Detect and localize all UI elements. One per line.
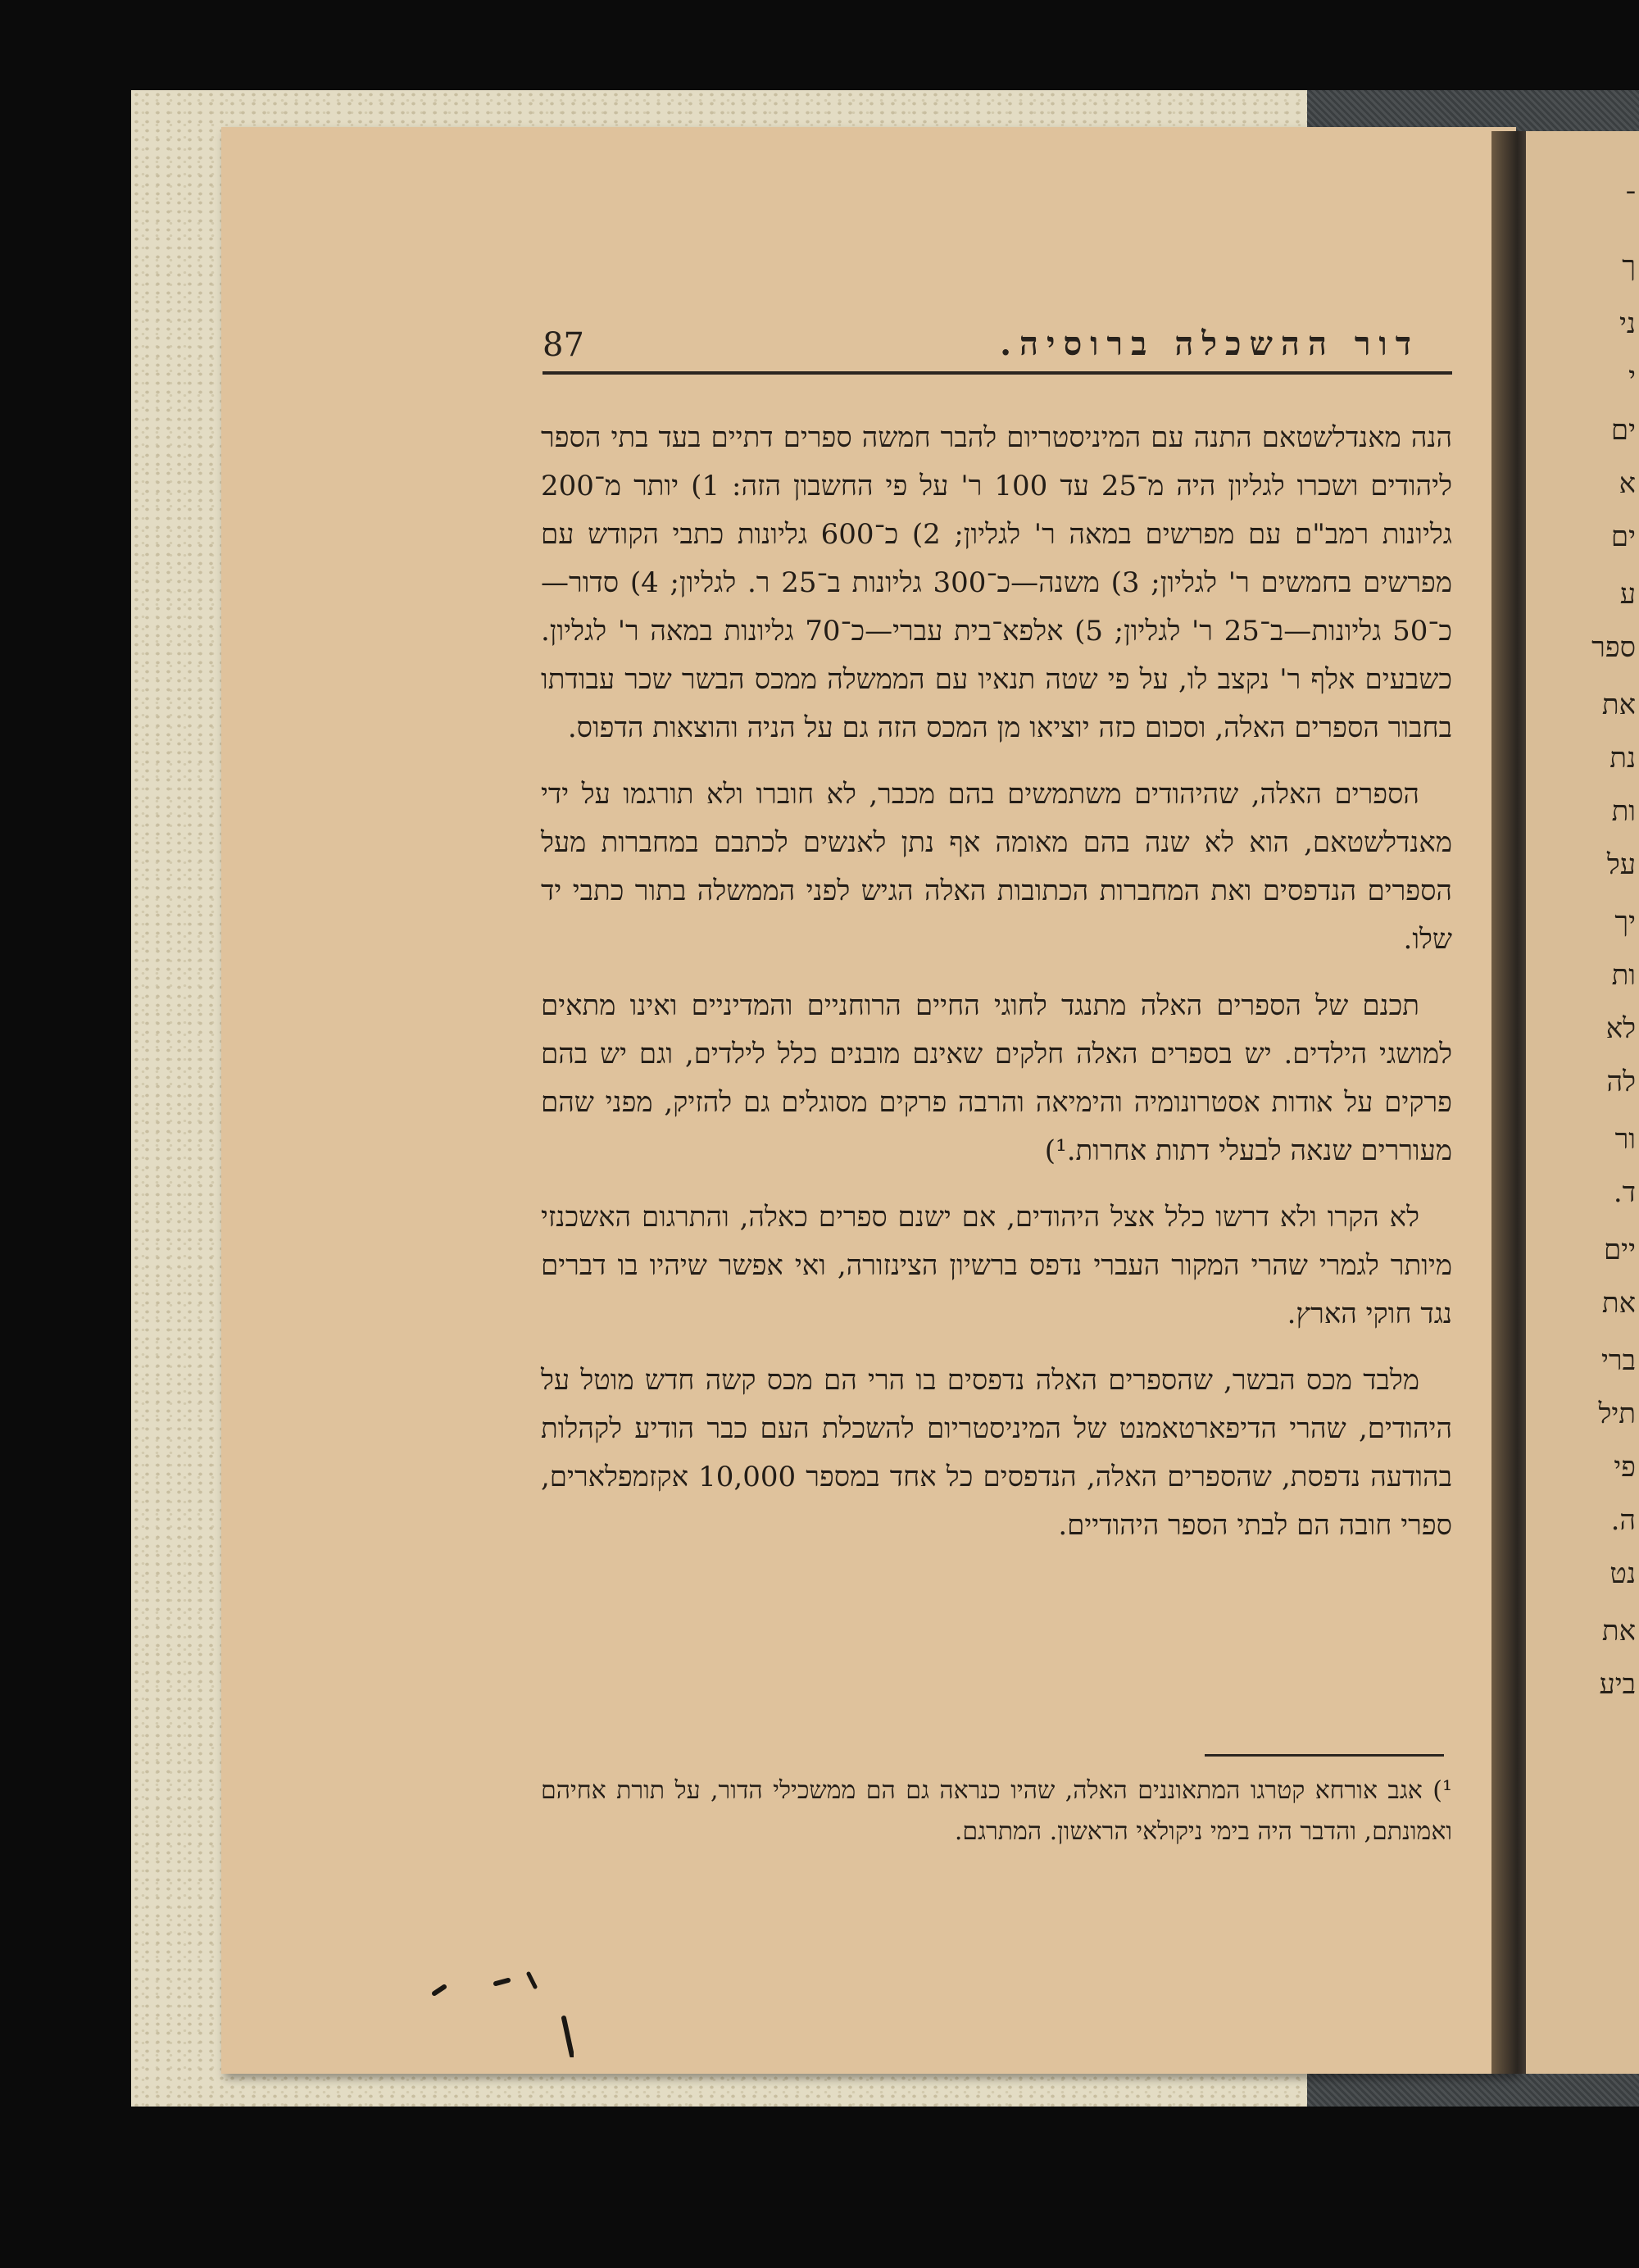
facing-fragment: ים bbox=[1610, 520, 1636, 553]
facing-fragment: ע bbox=[1619, 578, 1636, 611]
facing-fragment: ספר bbox=[1591, 631, 1636, 664]
facing-fragment: ביע bbox=[1599, 1668, 1636, 1701]
facing-fragment: ך bbox=[1622, 250, 1636, 283]
facing-fragment: ור bbox=[1614, 1123, 1636, 1156]
facing-fragment: יך bbox=[1614, 906, 1636, 939]
facing-fragment: א bbox=[1619, 467, 1636, 500]
page-header bbox=[543, 326, 1452, 375]
facing-fragment: ות bbox=[1611, 795, 1636, 828]
facing-fragment: פי bbox=[1614, 1451, 1636, 1484]
facing-fragment: תיל bbox=[1598, 1398, 1636, 1430]
facing-fragment: נט bbox=[1609, 1557, 1636, 1590]
facing-fragment: ים bbox=[1610, 414, 1636, 447]
paragraph: הספרים האלה, שהיהודים משתמשים בהם מכבר, לא חוברו ולא תורגמו על ידי מאנדלשטאם, הוא לא שנה בהם מאומה אף נתן לאנשים לכתבם במחברות מעל הספרים הנדפסים ואת המחברות הכתובות האלה הגיש לפני הממשלה בתור כתבי יד שלו. bbox=[541, 778, 1452, 956]
facing-fragment: נת bbox=[1609, 742, 1636, 775]
paragraph: תכנם של הספרים האלה מתנגד לחוגי החיים הרוחניים והמדיניים ואינו מתאים למושגי הילדים. יש בספרים האלה חלקים שאינם מובנים כלל לילדים, וגם יש בהם פרקים על אודות אסטרונומיה והימיאה והרבה פרקים מסוגלים גם להזיק, מפני שהם מעוררים שנאה לבעלי דתות אחרות.¹) bbox=[541, 989, 1452, 1167]
running-title: דור ההשכלה ברוסיה. bbox=[1000, 325, 1419, 363]
page-gutter bbox=[1491, 131, 1528, 2074]
footnote-divider bbox=[1205, 1754, 1444, 1757]
facing-fragment: ה. bbox=[1610, 1504, 1636, 1537]
facing-fragment: את bbox=[1601, 689, 1636, 721]
facing-fragment: ־ bbox=[1624, 184, 1636, 217]
facing-fragment: ד. bbox=[1613, 1176, 1636, 1209]
page-number: 87 bbox=[543, 326, 584, 364]
facing-fragment: י bbox=[1628, 361, 1636, 393]
facing-page bbox=[1526, 131, 1639, 2074]
page-body bbox=[541, 414, 1452, 1568]
facing-fragment: את bbox=[1601, 1287, 1636, 1320]
facing-fragment: ות bbox=[1611, 959, 1636, 992]
facing-fragment: לא bbox=[1605, 1012, 1636, 1045]
facing-fragment: ברי bbox=[1600, 1344, 1636, 1377]
facing-fragment: ני bbox=[1619, 307, 1636, 340]
facing-fragment: לה bbox=[1606, 1066, 1636, 1098]
pen-mark-icon bbox=[426, 1959, 574, 2057]
footnote: ¹) אגב אורחא קטרגו המתאוננים האלה, שהיו כנראה גם הם ממשכילי הדור, על תורת אחיהם ואמונתם, והדבר היה בימי ניקולאי הראשון. המתרגם. bbox=[541, 1776, 1452, 1846]
facing-fragment: יים bbox=[1603, 1234, 1636, 1266]
facing-fragment: על bbox=[1606, 848, 1636, 881]
facing-fragment: את bbox=[1601, 1615, 1636, 1648]
paragraph: הנה מאנדלשטאם התנה עם המיניסטריום להבר חמשה ספרים דתיים בעד בתי הספר ליהודים ושכרו לגליון היה מ־25 עד 100 ר' על פי החשבון הזה: 1) יותר מ־200 גליונות רמב"ם עם מפרשים במאה ר' לגליון; 2) כ־600 גליונות כתבי הקודש עם מפרשים בחמשים ר' לגליון; 3) משנה—כ־300 גליונות ב־25 ר. לגליון; 4) סדור—כ־50 גליונות—ב־25 ר' לגליון; 5) אלפא־בית עברי—כ־70 גליונות במאה ר' לגליון. כשבעים אלף ר' נקצב לו, על פי שטה תנאיו עם הממשלה ממכס הבשר שכר עבודתו בחבור הספרים האלה, וסכום כזה יוציאו מן המכס הזה גם על הניה והוצאות הדפוס. bbox=[541, 421, 1453, 744]
paragraph: לא הקרו ולא דרשו כלל אצל היהודים, אם ישנם ספרים כאלה, והתרגום האשכנזי מיותר לגמרי שהרי המקור העברי נדפס ברשיון הצינזורה, ואי אפשר שיהיו בו דברים נגד חוקי הארץ. bbox=[541, 1201, 1452, 1330]
paragraph: מלבד מכס הבשר, שהספרים האלה נדפסים בו הרי הם מכס קשה חדש מוטל על היהודים, שהרי הדיפארטאמנט של המיניסטריום להשכלת העם כבר הודיע לקהלות בהודעה נדפסת, שהספרים האלה, הנדפסים כל אחד במספר 10,000 אקזמפלארים, ספרי חובה הם לבתי הספר היהודיים. bbox=[541, 1364, 1452, 1542]
